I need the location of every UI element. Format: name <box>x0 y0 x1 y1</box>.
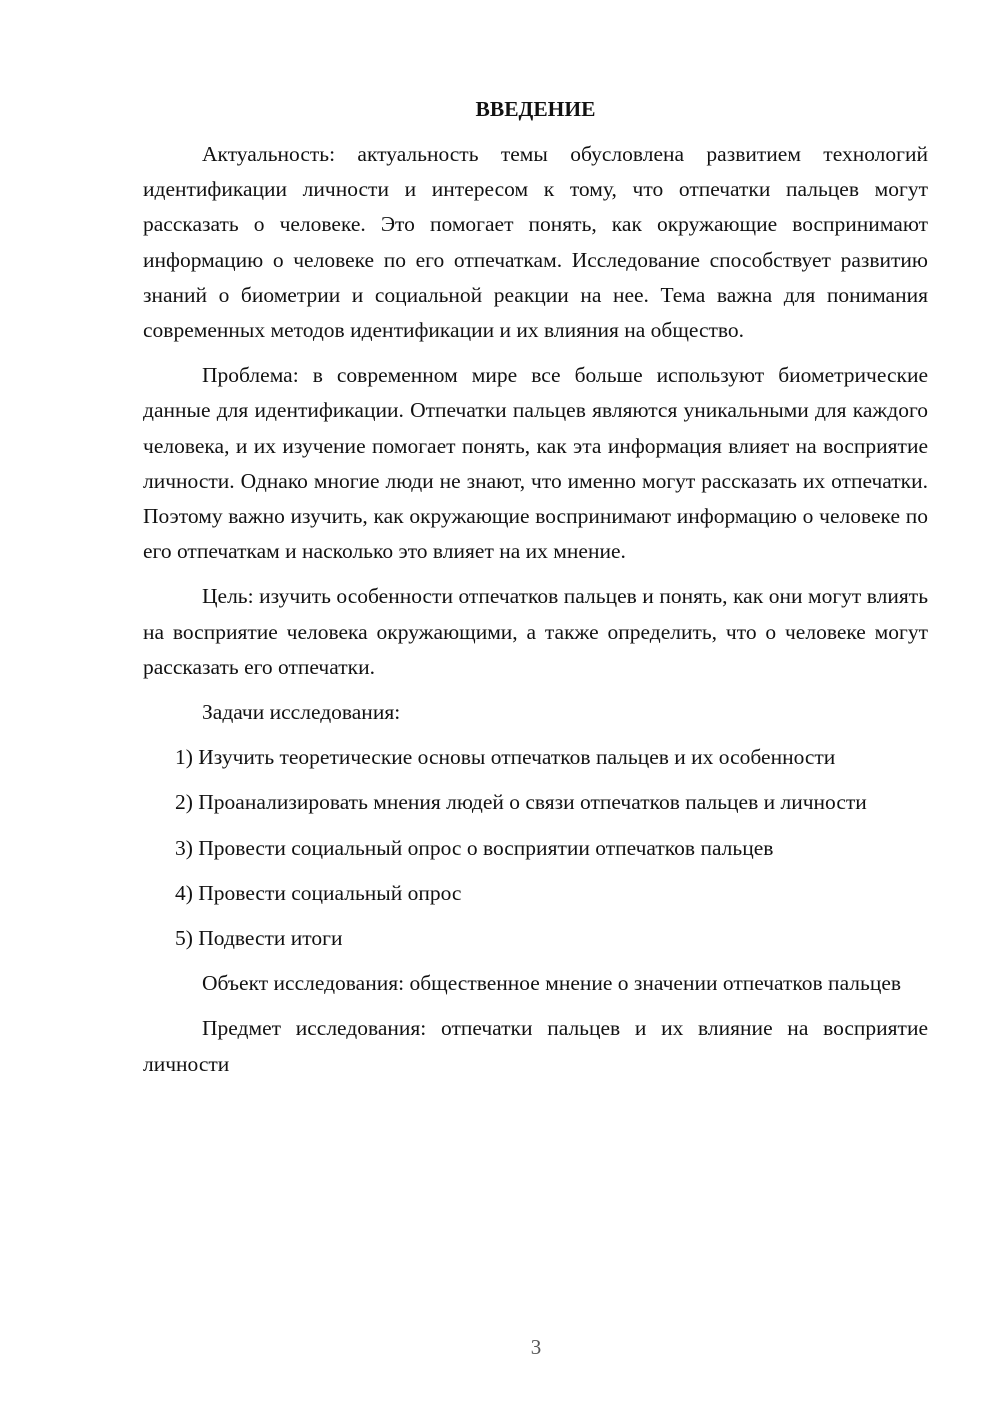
tasks-label: Задачи исследования: <box>202 700 401 725</box>
task-item-5: 5) Подвести итоги <box>175 926 343 951</box>
document-page <box>143 92 928 1092</box>
section-title: ВВЕДЕНИЕ <box>475 97 596 121</box>
page-number: 3 <box>530 1335 542 1359</box>
goal-paragraph: Цель: изучить особенности отпечатков пальцев и понять, как они могут влиять на восприятие человека окружающими, а также определить, что о человеке могут рассказать его отпечатки. <box>143 584 928 679</box>
problem-paragraph: Проблема: в современном мире все больше используют биометрические данные для идентификации. Отпечатки пальцев являются уникальными для каждого человека, и их изучение помогает понять, как эта информация влияет на восприятие личности. Однако многие люди не знают, что именно могут рассказать их отпечатки. Поэтому важно изучить, как окружающие воспринимают информацию о человеке по его отпечаткам и насколько это влияет на их мнение. <box>143 363 928 564</box>
object-paragraph: Объект исследования: общественное мнение о значении отпечатков пальцев <box>202 971 902 996</box>
task-item-3: 3) Провести социальный опрос о восприятии отпечатков пальцев <box>175 835 774 860</box>
task-item-4: 4) Провести социальный опрос <box>175 880 462 905</box>
subject-paragraph: Предмет исследования: отпечатки пальцев и их влияние на восприятие личности <box>143 1016 928 1076</box>
task-item-2: 2) Проанализировать мнения людей о связи отпечатков пальцев и личности <box>175 790 867 815</box>
relevance-paragraph: Актуальность: актуальность темы обусловлена развитием технологий идентификации личности и интересом к тому, что отпечатки пальцев могут рассказать о человеке. Это помогает понять, как окружающие воспринимают информацию о человеке по его отпечаткам. Исследование способствует развитию знаний о биометрии и социальной реакции на нее. Тема важна для понимания современных методов идентификации и их влияния на общество. <box>143 142 928 343</box>
task-item-1: 1) Изучить теоретические основы отпечатков пальцев и их особенности <box>175 745 836 770</box>
